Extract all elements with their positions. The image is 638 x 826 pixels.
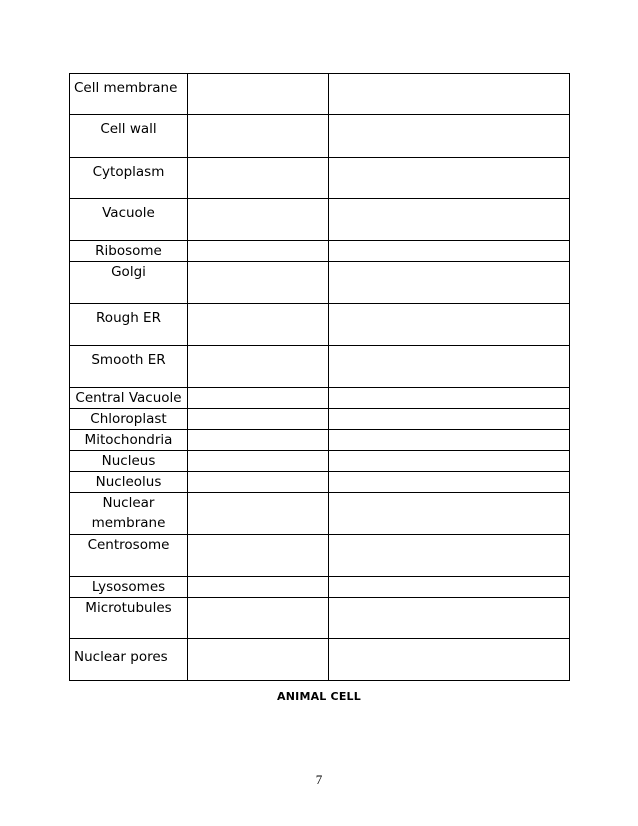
organelle-name: Central Vacuole — [70, 388, 188, 409]
answer-cell[interactable] — [329, 535, 570, 577]
table-row — [70, 388, 570, 409]
organelle-name: Lysosomes — [70, 577, 188, 598]
answer-cell[interactable] — [329, 430, 570, 451]
answer-cell[interactable] — [188, 199, 329, 241]
answer-cell[interactable] — [329, 451, 570, 472]
table-row — [70, 346, 570, 388]
answer-cell[interactable] — [329, 158, 570, 199]
organelle-name: Nuclear pores — [70, 639, 188, 681]
page-number: 7 — [315, 772, 323, 787]
table-row — [70, 535, 570, 577]
organelle-name: Mitochondria — [70, 430, 188, 451]
answer-cell[interactable] — [188, 241, 329, 262]
organelle-name: Cytoplasm — [70, 158, 188, 199]
organelle-name: Nuclear membrane — [70, 493, 188, 535]
answer-cell[interactable] — [188, 639, 329, 681]
table-row — [70, 409, 570, 430]
answer-cell[interactable] — [329, 241, 570, 262]
organelle-name: Smooth ER — [70, 346, 188, 388]
organelle-name: Centrosome — [70, 535, 188, 577]
table-row — [70, 430, 570, 451]
answer-cell[interactable] — [329, 409, 570, 430]
answer-cell[interactable] — [329, 639, 570, 681]
table-row — [70, 598, 570, 639]
answer-cell[interactable] — [188, 115, 329, 158]
answer-cell[interactable] — [188, 388, 329, 409]
table-row — [70, 262, 570, 304]
organelle-name: Chloroplast — [70, 409, 188, 430]
table-row — [70, 241, 570, 262]
answer-cell[interactable] — [329, 346, 570, 388]
answer-cell[interactable] — [188, 409, 329, 430]
organelle-name: Nucleolus — [70, 472, 188, 493]
answer-cell[interactable] — [329, 304, 570, 346]
answer-cell[interactable] — [188, 472, 329, 493]
table-row — [70, 577, 570, 598]
table-row — [70, 639, 570, 681]
answer-cell[interactable] — [188, 493, 329, 535]
answer-cell[interactable] — [329, 493, 570, 535]
organelle-name: Ribosome — [70, 241, 188, 262]
table-row — [70, 451, 570, 472]
caption-text: ANIMAL CELL — [277, 690, 361, 703]
table-row — [70, 158, 570, 199]
answer-cell[interactable] — [188, 346, 329, 388]
organelle-name: Cell membrane — [70, 74, 188, 115]
answer-cell[interactable] — [188, 577, 329, 598]
table-row — [70, 493, 570, 535]
answer-cell[interactable] — [329, 472, 570, 493]
answer-cell[interactable] — [188, 535, 329, 577]
answer-cell[interactable] — [329, 115, 570, 158]
answer-cell[interactable] — [188, 262, 329, 304]
answer-cell[interactable] — [329, 388, 570, 409]
answer-cell[interactable] — [188, 304, 329, 346]
answer-cell[interactable] — [188, 74, 329, 115]
answer-cell[interactable] — [329, 577, 570, 598]
answer-cell[interactable] — [329, 199, 570, 241]
organelle-name: Golgi — [70, 262, 188, 304]
answer-cell[interactable] — [329, 262, 570, 304]
answer-cell[interactable] — [188, 158, 329, 199]
table-row — [70, 115, 570, 158]
answer-cell[interactable] — [188, 598, 329, 639]
table-row — [70, 472, 570, 493]
table-row — [70, 199, 570, 241]
organelle-name: Microtubules — [70, 598, 188, 639]
organelle-table — [69, 73, 570, 681]
table-row — [70, 304, 570, 346]
answer-cell[interactable] — [329, 74, 570, 115]
organelle-name: Cell wall — [70, 115, 188, 158]
answer-cell[interactable] — [188, 451, 329, 472]
table-caption — [0, 690, 638, 703]
organelle-name: Rough ER — [70, 304, 188, 346]
answer-cell[interactable] — [329, 598, 570, 639]
table-row — [70, 74, 570, 115]
organelle-name: Vacuole — [70, 199, 188, 241]
organelle-name: Nucleus — [70, 451, 188, 472]
answer-cell[interactable] — [188, 430, 329, 451]
